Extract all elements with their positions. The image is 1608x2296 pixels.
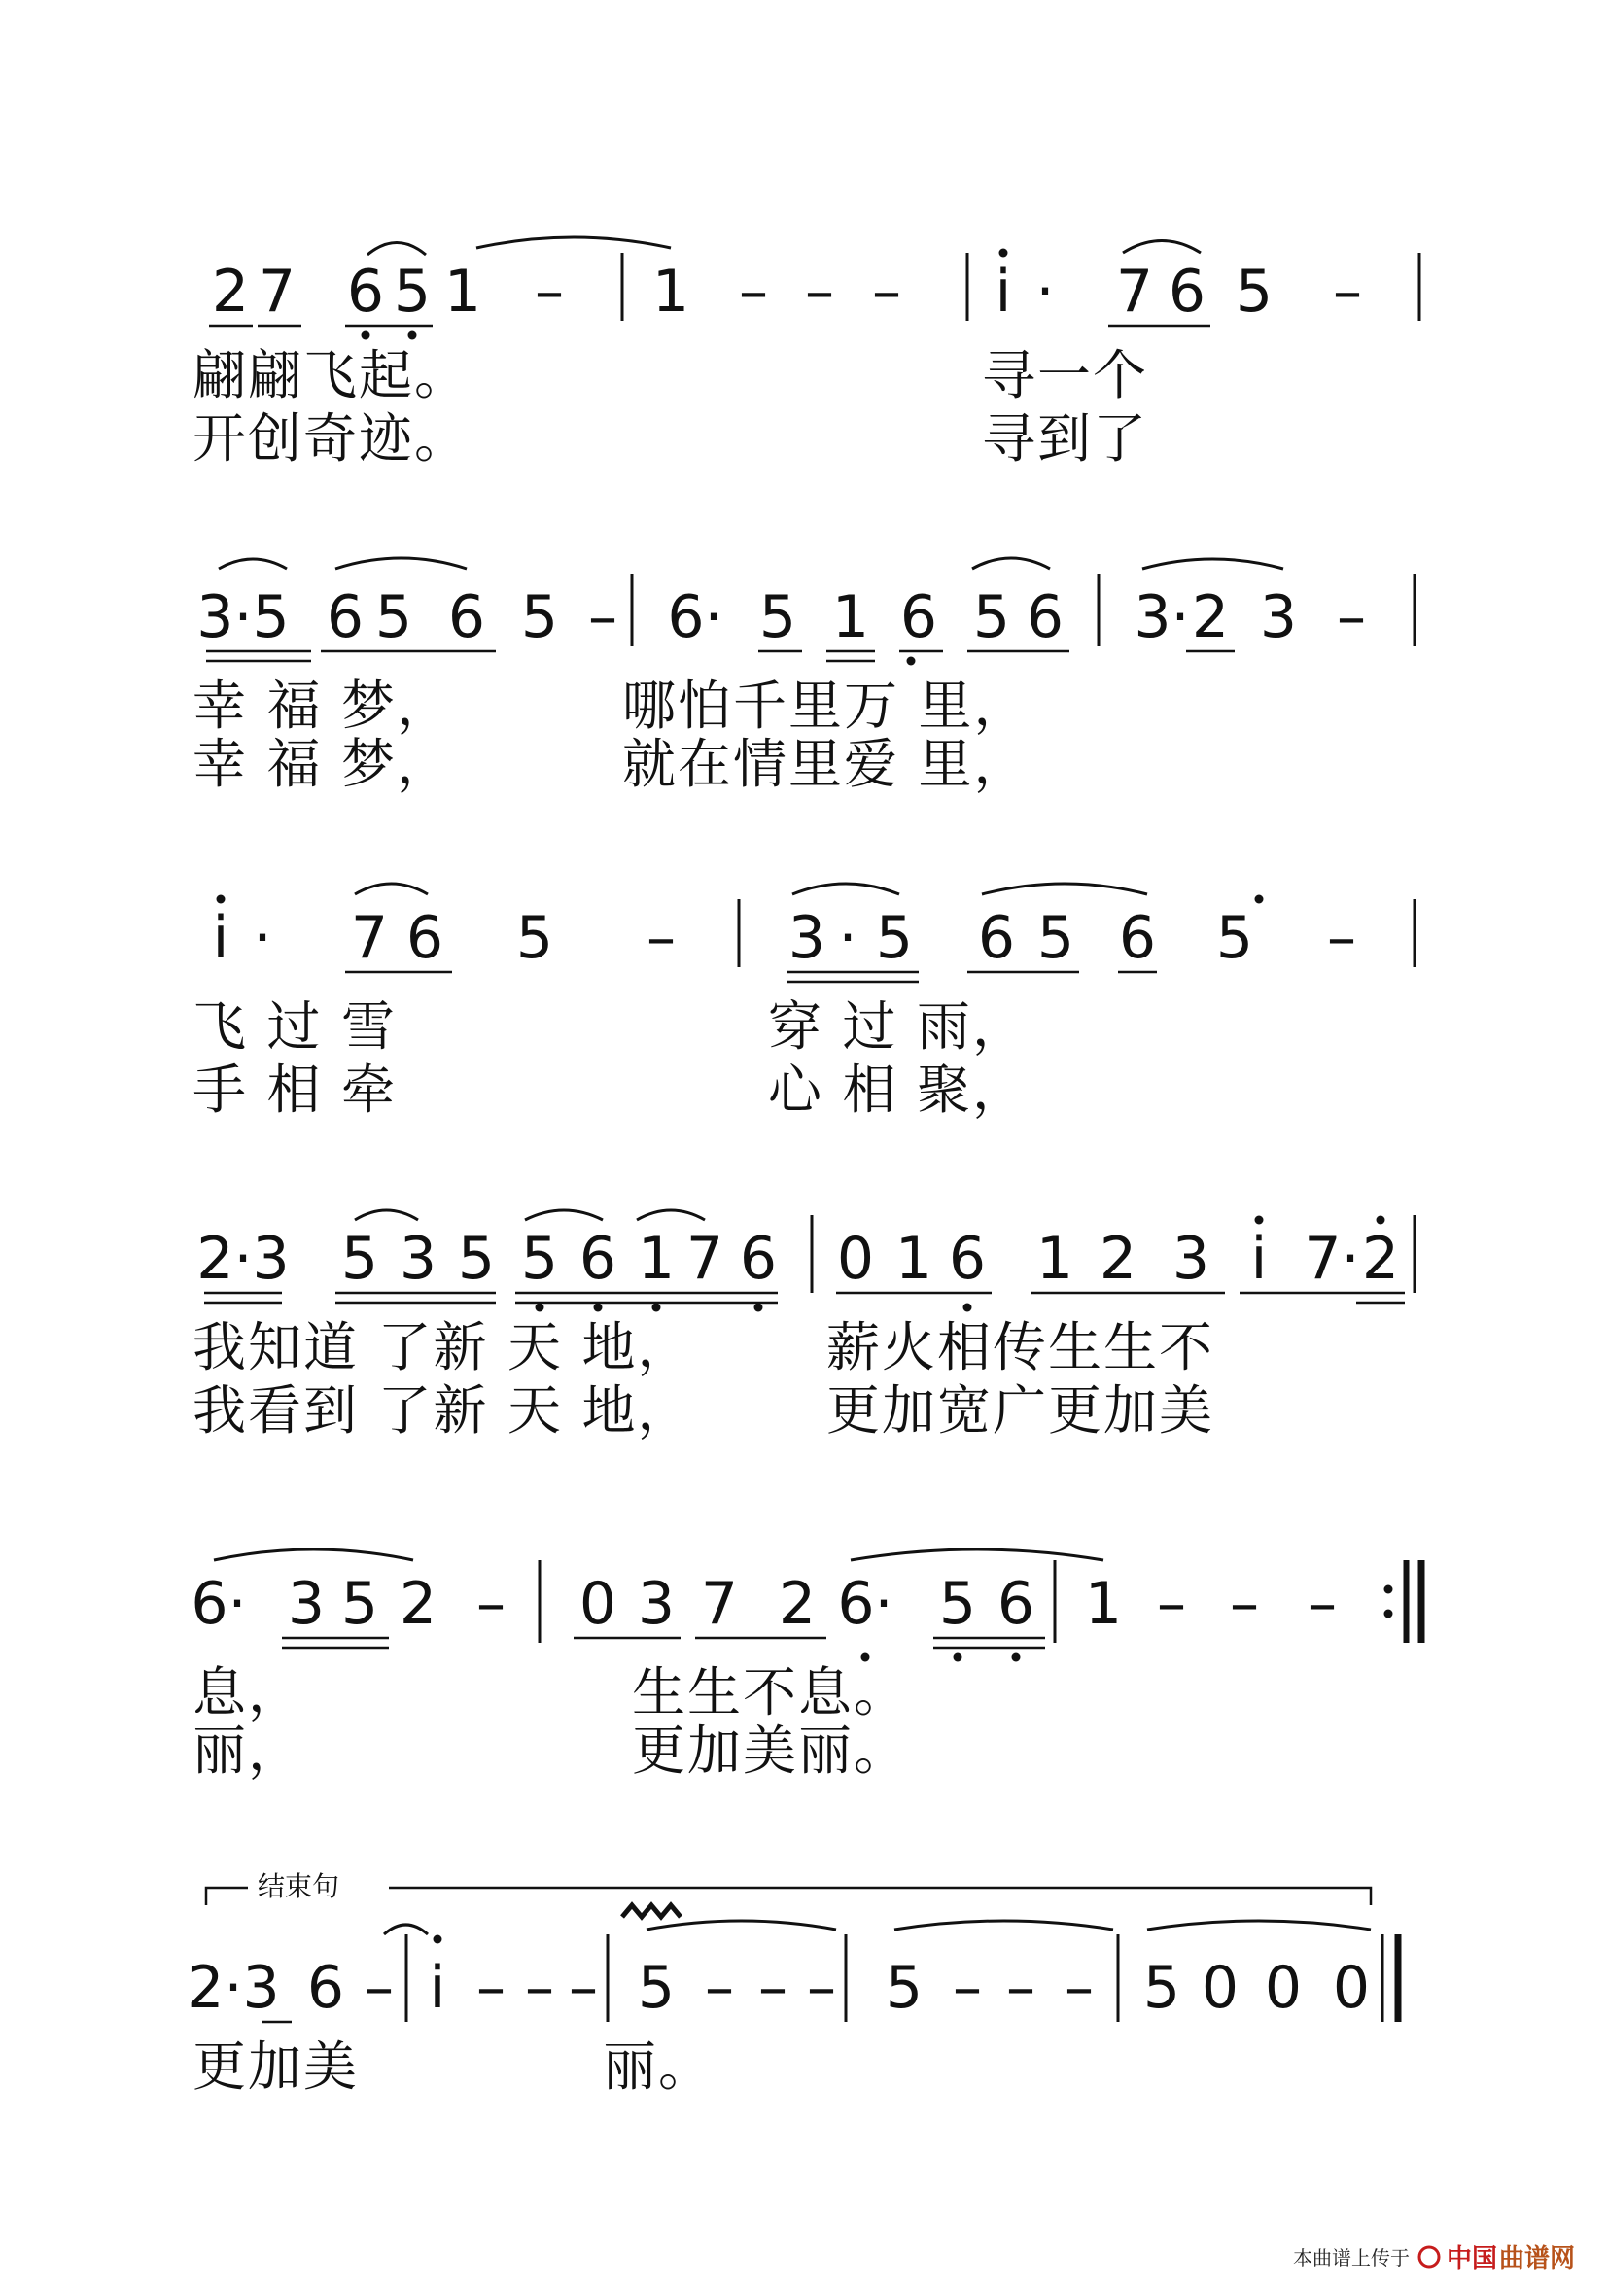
- staff-3-note: 6: [1118, 904, 1157, 972]
- slur: [214, 1549, 413, 1560]
- staff-3-note: 5: [1036, 904, 1075, 972]
- slur: [335, 558, 467, 569]
- staff-1-note: 7: [1115, 258, 1154, 326]
- staff-4-note: 3: [399, 1225, 437, 1293]
- staff-1-note: 7: [258, 258, 297, 326]
- staff-5-note: 2: [778, 1570, 817, 1638]
- staff-1-note: –: [535, 258, 564, 326]
- staff-6-note: –: [525, 1954, 554, 2022]
- watermark-site-a: 中国: [1447, 2244, 1498, 2274]
- staff-5-note: 6·: [837, 1570, 893, 1638]
- slur: [1123, 241, 1201, 254]
- staff-1-note: ·: [1035, 258, 1055, 326]
- staff-2-lyric: 就在情里爱 里，: [622, 733, 1030, 795]
- staff-5-note: 5: [340, 1570, 379, 1638]
- staff-2-lyric: 哪怕千里万 里，: [622, 675, 1030, 737]
- octave-dot: [1012, 1653, 1021, 1662]
- staff-6-note: –: [365, 1954, 394, 2022]
- staff-3-note: 6: [405, 904, 444, 972]
- slur: [647, 1921, 836, 1930]
- staff-6-note: 0: [1264, 1954, 1303, 2022]
- staff-4-note: 0: [836, 1225, 875, 1293]
- staff-3-note: i: [212, 904, 229, 972]
- staff-2-note: 5: [374, 583, 413, 651]
- staff-5-lyric: 更加美丽。: [632, 1720, 910, 1782]
- staff-4-note: 2·3: [196, 1225, 290, 1293]
- slur: [476, 237, 671, 248]
- staff-5-note: –: [1308, 1570, 1337, 1638]
- staff-1-note: i: [995, 258, 1012, 326]
- staff-2-note: 1: [831, 583, 870, 651]
- slur: [792, 884, 899, 894]
- staff-1-lyric: 寻到了: [982, 407, 1149, 470]
- staff-3-lyric: 穿 过 雨，: [768, 995, 1028, 1058]
- staff-4-note: i: [1250, 1225, 1268, 1293]
- repeat-dot: [1384, 1585, 1393, 1594]
- octave-dot: [861, 1653, 870, 1662]
- staff-1-lyric: 开创奇迹。: [192, 407, 471, 470]
- staff-6-note: –: [476, 1954, 506, 2022]
- slur: [367, 243, 426, 256]
- staff-5-note: –: [1157, 1570, 1186, 1638]
- staff-6-note: 0: [1332, 1954, 1371, 2022]
- trill-ornament: [622, 1905, 681, 1917]
- staff-1-note: –: [872, 258, 901, 326]
- staff-1-note: –: [739, 258, 768, 326]
- staff-2-lyric: 幸 福 梦，: [192, 675, 452, 737]
- staff-6-note: –: [1065, 1954, 1094, 2022]
- staff-1-note: 1: [651, 258, 690, 326]
- slur: [355, 884, 428, 894]
- staff-6-note: –: [569, 1954, 598, 2022]
- octave-dot: [434, 1935, 442, 1944]
- staff-2-note: –: [588, 583, 617, 651]
- staff-5-note: –: [476, 1570, 506, 1638]
- staff-4-note: 1: [894, 1225, 933, 1293]
- staff-3-note: 5: [515, 904, 554, 972]
- staff-6-note: 6: [306, 1954, 345, 2022]
- repeat-dot: [1384, 1610, 1393, 1618]
- staff-2-note: 3·: [1134, 583, 1190, 651]
- staff-5-lyric: 息，: [192, 1661, 304, 1723]
- staff-6-note: 0: [1201, 1954, 1240, 2022]
- octave-dot: [954, 1653, 962, 1662]
- staff-6-note: –: [953, 1954, 982, 2022]
- octave-dot: [1255, 1216, 1264, 1225]
- slur: [894, 1921, 1113, 1930]
- staff-3-note: 5: [875, 904, 914, 972]
- slur: [1147, 1921, 1371, 1930]
- staff-2-note: 6: [447, 583, 486, 651]
- staff-4-note: 7: [685, 1225, 724, 1293]
- staff-4-note: 6: [948, 1225, 987, 1293]
- octave-dot: [907, 657, 916, 666]
- staff-1-lyric: 翩翩飞起。: [192, 344, 471, 406]
- staff-4-lyric: 薪火相传生生不: [826, 1316, 1215, 1378]
- staff-4-note: 7·: [1304, 1225, 1360, 1293]
- staff-2-note: 5: [972, 583, 1011, 651]
- staff-3-note: –: [1327, 904, 1356, 972]
- staff-5-note: 3: [637, 1570, 676, 1638]
- staff-2-note: 5: [758, 583, 797, 651]
- staff-2-note: 3: [1259, 583, 1298, 651]
- staff-3-lyric: 飞 过 雪: [192, 995, 397, 1058]
- staff-1-note: 5: [393, 258, 432, 326]
- staff-2-note: 2: [1191, 583, 1230, 651]
- staff-3-note: 5: [1215, 904, 1254, 972]
- staff-6-lyric: 更加美: [192, 2035, 360, 2098]
- staff-4-lyric: 更加宽广更加美: [826, 1379, 1215, 1442]
- slur: [972, 558, 1050, 569]
- octave-dot: [594, 1304, 603, 1312]
- staff-3-note: 3: [787, 904, 826, 972]
- staff-6-note: –: [807, 1954, 836, 2022]
- staff-5-note: –: [1230, 1570, 1259, 1638]
- octave-dot: [408, 331, 417, 340]
- slur: [851, 1549, 1103, 1560]
- watermark-site-b: 曲谱网: [1499, 2244, 1576, 2274]
- staff-2-note: 3·5: [196, 583, 290, 651]
- staff-3-note: ·: [838, 904, 857, 972]
- staff-4-note: 2: [1099, 1225, 1137, 1293]
- octave-dot: [217, 895, 226, 904]
- staff-3-lyric: 心 相 聚，: [768, 1059, 1028, 1121]
- slur: [384, 1925, 428, 1934]
- staff-3-note: ·: [253, 904, 272, 972]
- staff-3-note: 6: [977, 904, 1016, 972]
- staff-6-lyric: 丽。: [603, 2035, 715, 2098]
- staff-5-note: 6: [996, 1570, 1035, 1638]
- ending-label: 结束句: [258, 1870, 340, 1902]
- staff-1-note: 2: [211, 258, 250, 326]
- staff-1-note: –: [1333, 258, 1362, 326]
- staff-1-note: 6: [1168, 258, 1206, 326]
- staff-1-lyric: 寻一个: [982, 344, 1149, 406]
- staff-2-note: 6·: [667, 583, 723, 651]
- slur: [1142, 559, 1283, 569]
- staff-6-note: 5: [1142, 1954, 1181, 2022]
- staff-4-note: 6: [578, 1225, 617, 1293]
- staff-5-note: 7: [700, 1570, 739, 1638]
- staff-4-note: 5: [520, 1225, 559, 1293]
- octave-dot: [652, 1304, 661, 1312]
- staff-4-note: 5: [457, 1225, 496, 1293]
- staff-5-lyric: 丽，: [192, 1720, 304, 1782]
- staff-5-note: 6·: [191, 1570, 247, 1638]
- staff-1-note: 1: [443, 258, 482, 326]
- staff-4-note: 1: [637, 1225, 676, 1293]
- staff-2-lyric: 幸 福 梦，: [192, 733, 452, 795]
- staff-6-note: 5: [885, 1954, 924, 2022]
- octave-dot: [963, 1304, 972, 1312]
- octave-dot: [754, 1304, 763, 1312]
- octave-dot: [1255, 895, 1264, 904]
- staff-6-note: –: [1006, 1954, 1035, 2022]
- staff-4-note: 6: [739, 1225, 778, 1293]
- staff-5-note: 0: [578, 1570, 617, 1638]
- staff-5-lyric: 生生不息。: [632, 1661, 910, 1723]
- staff-2-note: 6: [326, 583, 365, 651]
- staff-2-note: 6: [1026, 583, 1065, 651]
- staff-2-note: –: [1337, 583, 1366, 651]
- staff-4-note: 1: [1035, 1225, 1074, 1293]
- octave-dot: [1377, 1216, 1385, 1225]
- staff-3-note: 7: [350, 904, 389, 972]
- slur: [637, 1210, 705, 1220]
- staff-2-note: 5: [520, 583, 559, 651]
- staff-5-note: 5: [938, 1570, 977, 1638]
- staff-5-note: 1: [1084, 1570, 1123, 1638]
- ending-bracket: [206, 1888, 248, 1905]
- slur: [219, 559, 287, 569]
- watermark-logo-icon: [1419, 2247, 1439, 2267]
- octave-dot: [362, 331, 370, 340]
- staff-4-note: 3: [1171, 1225, 1210, 1293]
- octave-dot: [999, 249, 1008, 258]
- staff-1-note: 6: [346, 258, 385, 326]
- slur: [355, 1210, 418, 1220]
- staff-1-note: –: [805, 258, 834, 326]
- staff-6-note: –: [758, 1954, 787, 2022]
- staff-6-note: 2·3: [187, 1954, 280, 2022]
- staff-3-note: –: [647, 904, 676, 972]
- watermark-prefix: 本曲谱上传于: [1293, 2246, 1410, 2270]
- staff-4-lyric: 我看到 了新 天 地，: [192, 1379, 693, 1442]
- staff-4-note: 2: [1361, 1225, 1400, 1293]
- staff-4-note: 5: [340, 1225, 379, 1293]
- staff-6-note: i: [429, 1954, 446, 2022]
- slur: [525, 1210, 603, 1220]
- staff-6-note: 5: [637, 1954, 676, 2022]
- slur: [982, 884, 1147, 894]
- ending-bracket: [389, 1888, 1371, 1905]
- staff-6-note: –: [705, 1954, 734, 2022]
- staff-5-note: 2: [399, 1570, 437, 1638]
- staff-4-lyric: 我知道 了新 天 地，: [192, 1316, 693, 1378]
- octave-dot: [536, 1304, 544, 1312]
- staff-5-note: 3: [287, 1570, 326, 1638]
- staff-3-lyric: 手 相 牵: [192, 1059, 397, 1121]
- staff-2-note: 6: [899, 583, 938, 651]
- staff-1-note: 5: [1235, 258, 1274, 326]
